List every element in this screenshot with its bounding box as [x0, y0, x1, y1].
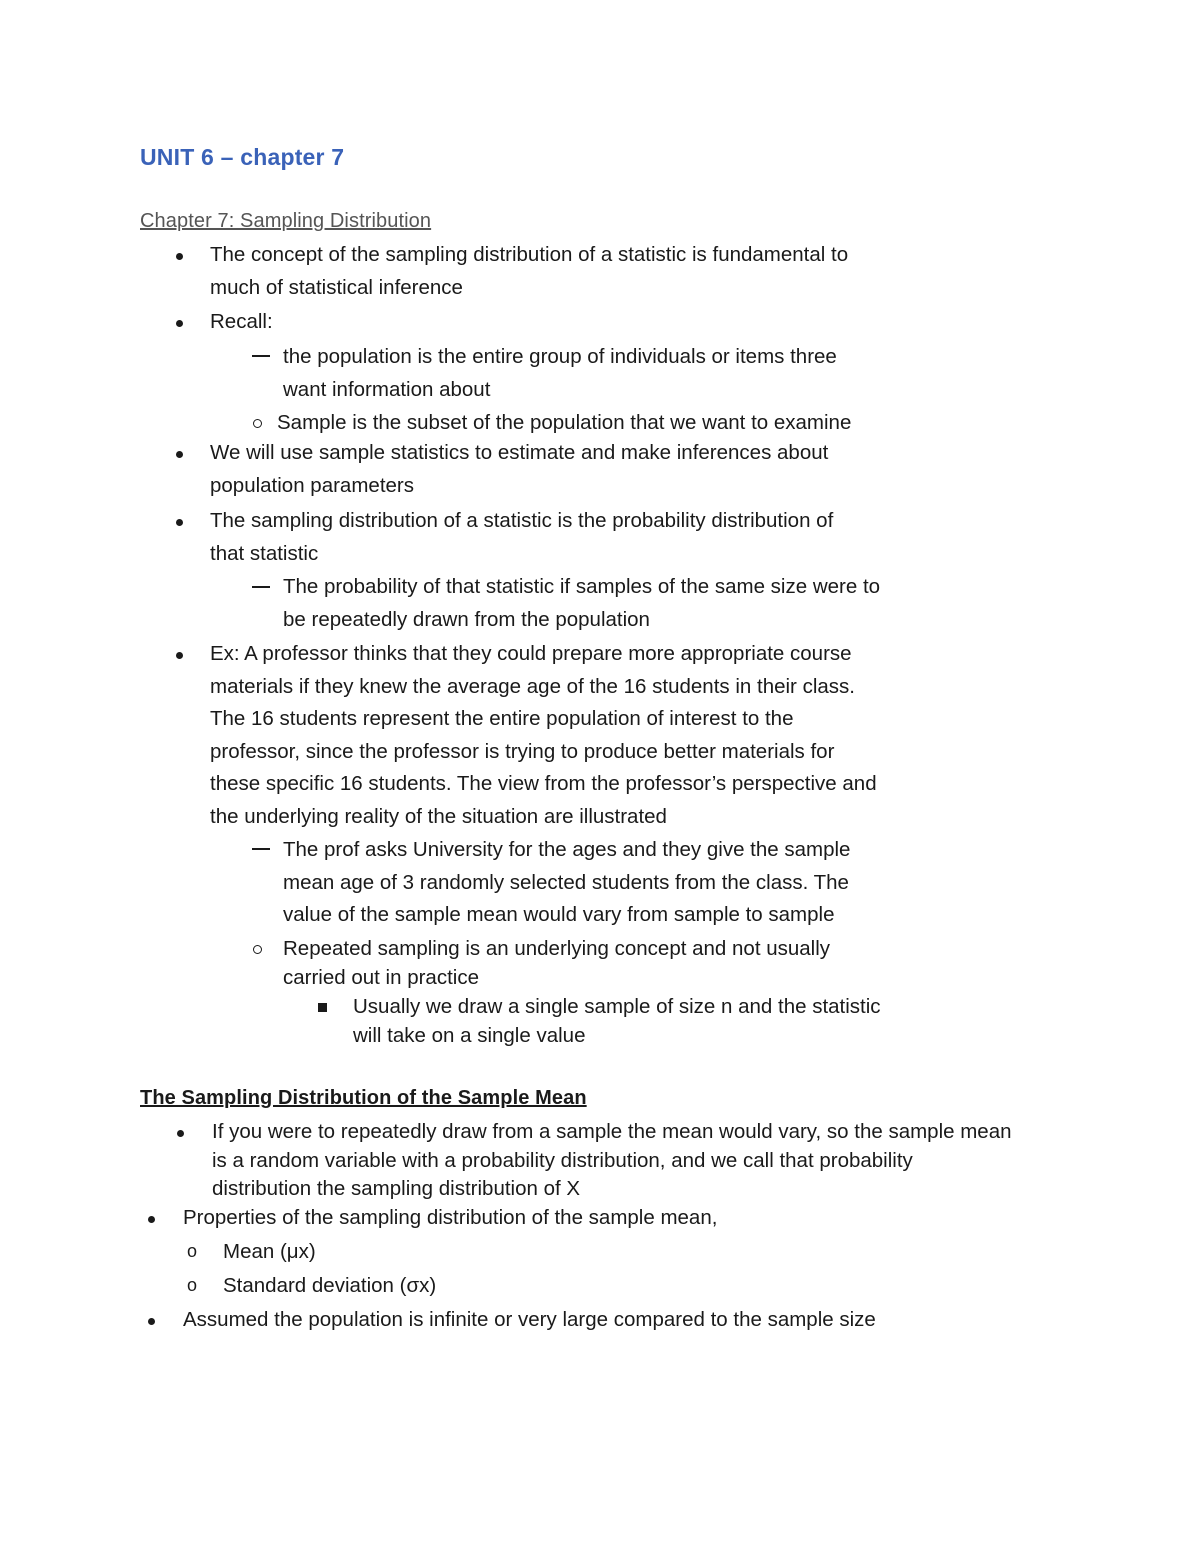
section-heading-sampling-distribution: Chapter 7: Sampling Distribution — [140, 210, 432, 232]
bullet-dot-icon — [176, 320, 183, 327]
circle-bullet-icon — [253, 419, 262, 428]
list-item: Mean (μx) — [223, 1240, 316, 1263]
o-bullet-icon: o — [187, 1275, 198, 1295]
list-item: The prof asks University for the ages and they give the sample mean age of 3 randomly selected students from the class. The value of the sample mean would vary from sample to sample — [283, 838, 851, 926]
list-item: We will use sample statistics to estimate and make inferences about population parameters — [210, 441, 829, 497]
o-bullet-icon: o — [187, 1241, 198, 1261]
list-item: Standard deviation (σx) — [223, 1274, 437, 1297]
page-title: UNIT 6 – chapter 7 — [140, 144, 345, 170]
list-item: Ex: A professor thinks that they could prepare more appropriate course materials if they knew the average age of the 16 students in their class. The 16 students represent the entire population of interest to the professor, since the professor is trying to produce better materials for these specific 16 students. The view from the professor’s perspective and the underlying reality of the situation are illustrated — [210, 642, 877, 828]
bullet-dot-icon — [148, 1318, 155, 1325]
bullet-dot-icon — [176, 652, 183, 659]
square-bullet-icon — [318, 1003, 327, 1012]
list-item: Usually we draw a single sample of size n and the statistic will take on a single value — [353, 995, 881, 1047]
bullet-dot-icon — [177, 1130, 184, 1137]
list-item: The concept of the sampling distribution of a statistic is fundamental to much of statistical inference — [210, 243, 849, 299]
bullet-dot-icon — [176, 519, 183, 526]
list-item: Sample is the subset of the population that we want to examine — [277, 411, 852, 434]
bullet-dot-icon — [148, 1216, 155, 1223]
list-item: The probability of that statistic if samples of the same size were to be repeatedly drawn from the population — [283, 575, 881, 631]
list-item: Properties of the sampling distribution of the sample mean, — [183, 1206, 718, 1229]
circle-bullet-icon — [253, 945, 262, 954]
dash-bullet-icon — [252, 848, 270, 850]
dash-bullet-icon — [252, 355, 270, 357]
list-item: the population is the entire group of individuals or items three want information about — [283, 345, 837, 401]
dash-bullet-icon — [252, 586, 270, 588]
list-item: Assumed the population is infinite or very large compared to the sample size — [183, 1308, 876, 1331]
list-item: If you were to repeatedly draw from a sample the mean would vary, so the sample mean is a random variable with a probability distribution, and we call that probability distribution the sampling distribution of X — [212, 1120, 1012, 1200]
bullet-dot-icon — [176, 253, 183, 260]
list-item: Recall: — [210, 310, 273, 333]
list-item: Repeated sampling is an underlying concept and not usually carried out in practice — [283, 937, 831, 989]
list-item: The sampling distribution of a statistic is the probability distribution of that statistic — [210, 509, 834, 565]
section-heading-sample-mean: The Sampling Distribution of the Sample Mean — [140, 1087, 587, 1109]
bullet-dot-icon — [176, 451, 183, 458]
